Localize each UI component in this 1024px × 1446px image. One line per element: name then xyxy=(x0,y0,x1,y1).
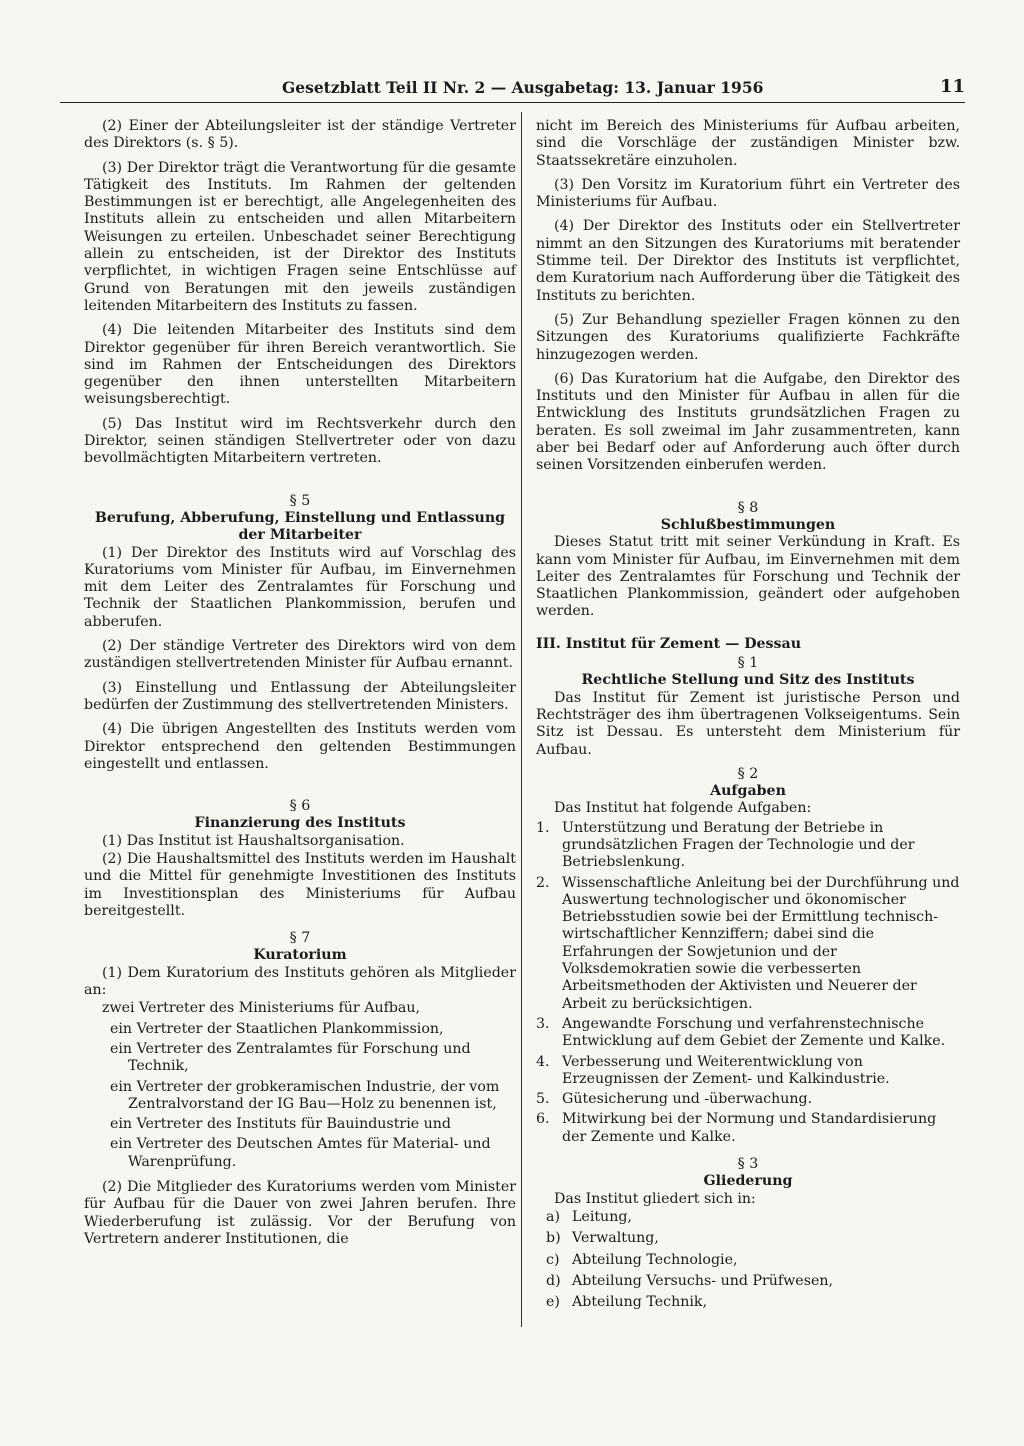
paragraph: (3) Einstellung und Entlassung der Abteilungsleiter bedürfen der Zustimmung des stellvertretenden Ministers. xyxy=(84,679,516,713)
member-item: ein Vertreter des Zentralamtes für Forschung und Technik, xyxy=(110,1040,471,1075)
section-title: Berufung, Abberufung, Einstellung und Entlassung der Mitarbeiter xyxy=(94,509,506,544)
section-title: Aufgaben xyxy=(710,783,786,800)
paragraph: (2) Der ständige Vertreter des Direktors wird von dem zuständigen stellvertretenden Minister für Aufbau ernannt. xyxy=(84,638,516,672)
section-title: Kuratorium xyxy=(253,947,347,964)
section-number: § 6 xyxy=(289,798,311,815)
section-title: Schlußbestimmungen xyxy=(660,516,836,533)
list-item: 2. Wissenschaftliche Anleitung bei der Durchführung und Auswertung technologischer und ökonomischer Betriebsstudien sowie bei der Ermittlung technisch-wirtschaftlicher Kennziffern; dabei sind die Erfahrungen der Sowjetunion und der Volksdemokratien sowie die verbesserten Arbeitsmethoden der Aktivisten und Neuerer der Arbeit zu berücksichtigen. xyxy=(536,874,960,1012)
list-item: c) Abteilung Technologie, xyxy=(546,1251,738,1268)
page-header xyxy=(60,75,965,103)
section-number: § 3 xyxy=(737,1156,759,1173)
paragraph: (5) Das Institut wird im Rechtsverkehr durch den Direktor, seinen ständigen Stellvertreter oder von dazu bevollmächtigten Mitarbeitern vertreten. xyxy=(84,415,516,467)
left-column xyxy=(84,118,516,1255)
paragraph: (1) Dem Kuratorium des Instituts gehören als Mitglieder an: xyxy=(84,964,516,999)
section-title: Finanzierung des Instituts xyxy=(194,815,406,832)
member-item: ein Vertreter des Instituts für Bauindustrie und xyxy=(110,1116,451,1133)
structure-list xyxy=(536,1209,960,1311)
header-rule xyxy=(60,102,965,103)
paragraph: (4) Die übrigen Angestellten des Instituts werden vom Direktor entsprechend den geltenden Bestimmungen eingestellt und entlassen. xyxy=(84,721,516,772)
section-number: § 2 xyxy=(737,765,759,782)
section-number: § 5 xyxy=(289,492,311,509)
member-item: zwei Vertreter des Ministeriums für Aufbau, xyxy=(102,1000,421,1017)
list-item: 6. Mitwirkung bei der Normung und Standardisierung der Zemente und Kalke. xyxy=(536,1111,937,1145)
section-number: § 8 xyxy=(737,499,759,516)
header-title: Gesetzblatt Teil II Nr. 2 — Ausgabetag: 13. Januar 1956 xyxy=(282,78,764,97)
paragraph: (3) Der Direktor trägt die Verantwortung für die gesamte Tätigkeit des Instituts. Im Rahmen der geltenden Bestimmungen ist er berechtigt, alle Angelegenheiten des Instituts allein zu entscheiden und allen Mitarbeitern Weisungen zu erteilen. Unbeschadet seiner Berechtigung allein zu entscheiden, ist der Direktor des Instituts verpflichtet, in wichtigen Fragen seine Entschlüsse auf Grund von Beratungen mit den jeweils zuständigen leitenden Mitarbeitern des Instituts zu fassen. xyxy=(84,159,516,314)
paragraph: (2) Die Haushaltsmittel des Instituts werden im Haushalt und die Mittel für genehmigte Investitionen des Instituts im Investitionsplan des Ministeriums für Aufbau bereitgestellt. xyxy=(84,850,516,919)
paragraph: (1) Der Direktor des Instituts wird auf Vorschlag des Kuratoriums vom Minister für Aufbau, im Einvernehmen mit dem Leiter des Zentralamtes für Forschung und Technik der Staatlichen Plankommission, berufen und abberufen. xyxy=(84,544,516,630)
paragraph: Dieses Statut tritt mit seiner Verkündung in Kraft. Es kann vom Minister für Aufbau, im Einvernehmen mit dem Leiter des Zentralamtes für Forschung und Technik der Staatlichen Plankommission, geändert oder aufgehoben werden. xyxy=(536,534,960,620)
list-item: 3. Angewandte Forschung und verfahrenstechnische Entwicklung auf dem Gebiet der Zemente und Kalke. xyxy=(536,1015,946,1050)
list-item: e) Abteilung Technik, xyxy=(546,1294,707,1311)
paragraph: (2) Einer der Abteilungsleiter ist der ständige Vertreter des Direktors (s. § 5). xyxy=(84,118,516,152)
paragraph: (5) Zur Behandlung spezieller Fragen können zu den Sitzungen des Kuratoriums qualifizierte Fachkräfte hinzugezogen werden. xyxy=(536,311,960,363)
paragraph: Das Institut gliedert sich in: xyxy=(554,1190,756,1207)
right-column xyxy=(536,118,960,1315)
section-title: Gliederung xyxy=(703,1173,793,1190)
page-number: 11 xyxy=(939,76,965,97)
section-title: Rechtliche Stellung und Sitz des Instituts xyxy=(581,672,915,689)
list-item: a) Leitung, xyxy=(546,1208,632,1225)
list-item: b) Verwaltung, xyxy=(546,1230,659,1247)
paragraph: (3) Den Vorsitz im Kuratorium führt ein Vertreter des Ministeriums für Aufbau. xyxy=(536,176,960,211)
member-item: ein Vertreter der Staatlichen Plankommission, xyxy=(110,1020,444,1037)
column-divider xyxy=(521,112,522,1327)
paragraph: (4) Die leitenden Mitarbeiter des Instituts sind dem Direktor gegenüber für ihren Bereich verantwortlich. Sie sind im Rahmen der Entscheidungen des Direktors gegenüber den ihnen unterstellten Mitarbeitern weisungsberechtigt. xyxy=(84,322,516,408)
task-list xyxy=(536,820,960,1146)
section-number: § 7 xyxy=(289,930,311,947)
part-heading: III. Institut für Zement — Dessau xyxy=(536,635,802,652)
paragraph: (6) Das Kuratorium hat die Aufgabe, den Direktor des Instituts und den Minister für Aufbau in allen für die Entwicklung des Instituts grundsätzlichen Fragen zu beraten. Es soll zweimal im Jahr zusammentreten, kann aber bei Bedarf oder auf Anforderung auch öfter durch seinen Vorsitzenden einberufen werden. xyxy=(536,370,960,474)
member-item: ein Vertreter der grobkeramischen Industrie, der vom Zentralvorstand der IG Bau—Holz zu benennen ist, xyxy=(110,1078,500,1112)
section-number: § 1 xyxy=(737,655,759,672)
list-item: 5. Gütesicherung und -überwachung. xyxy=(536,1091,813,1108)
list-item: 4. Verbesserung und Weiterentwicklung von Erzeugnissen der Zement- und Kalkindustrie. xyxy=(536,1053,890,1087)
paragraph: (2) Die Mitglieder des Kuratoriums werden vom Minister für Aufbau für die Dauer von zwei Jahren berufen. Ihre Wiederberufung ist zulässig. Vor der Berufung von Vertretern anderer Institutionen, die xyxy=(84,1179,516,1247)
member-item: ein Vertreter des Deutschen Amtes für Material- und Warenprüfung. xyxy=(110,1136,491,1170)
list-item: d) Abteilung Versuchs- und Prüfwesen, xyxy=(546,1272,834,1289)
paragraph: (4) Der Direktor des Instituts oder ein Stellvertreter nimmt an den Sitzungen des Kuratoriums mit beratender Stimme teil. Der Direktor des Instituts ist verpflichtet, dem Kuratorium nach Aufforderung über die Tätigkeit des Instituts zu berichten. xyxy=(536,218,960,304)
paragraph: Das Institut für Zement ist juristische Person und Rechtsträger des ihm übertragenen Volkseigentums. Sein Sitz ist Dessau. Es untersteht dem Ministerium für Aufbau. xyxy=(536,689,960,758)
paragraph: (1) Das Institut ist Haushaltsorganisation. xyxy=(102,832,405,849)
paragraph: nicht im Bereich des Ministeriums für Aufbau arbeiten, sind die Vorschläge der zuständigen Minister bzw. Staatssekretäre einzuholen. xyxy=(536,118,960,169)
list-item: 1. Unterstützung und Beratung der Betriebe in grundsätzlichen Fragen der Technologie und der Betriebslenkung. xyxy=(536,819,915,871)
paragraph: Das Institut hat folgende Aufgaben: xyxy=(554,800,812,817)
